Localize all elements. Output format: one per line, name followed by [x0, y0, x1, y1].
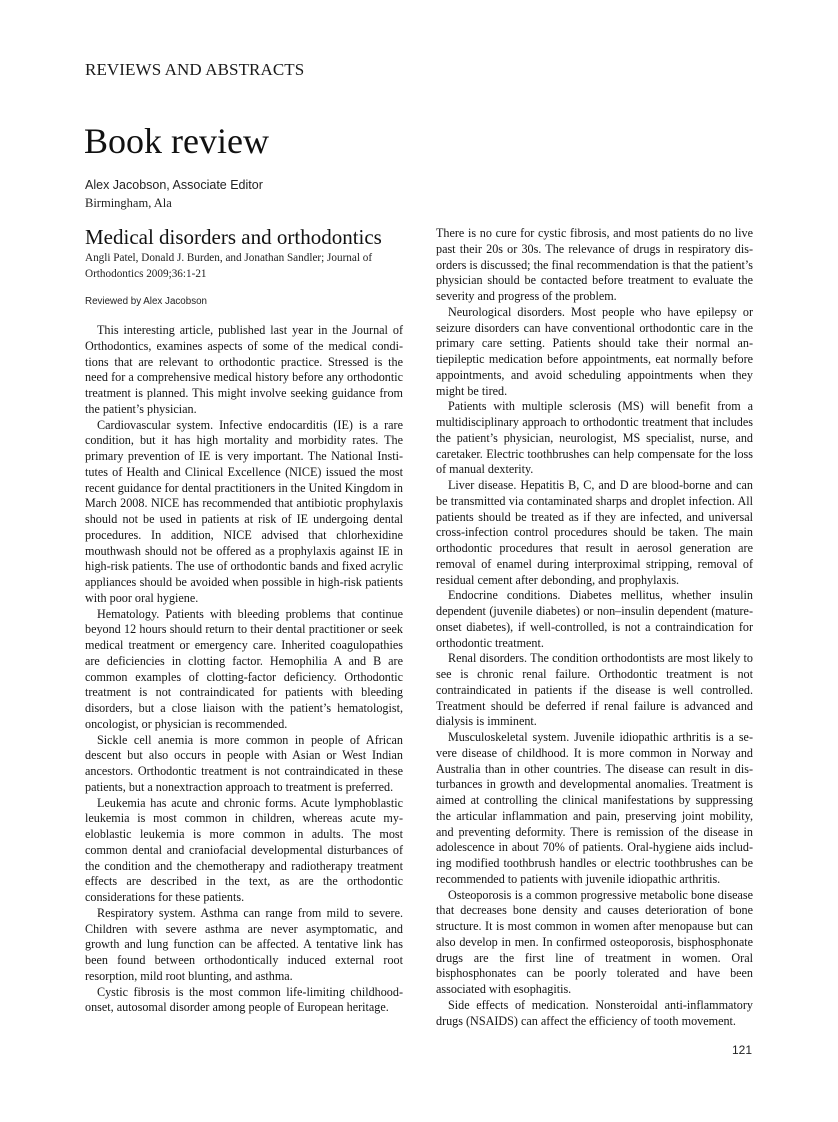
paragraph-respiratory: Respiratory system. Asthma can range from mild to severe. Children with severe asthma are never asymptomatic, and growth and lung function can be affected. A tentative link has been found between orthodontically induced external root resorption, mild root blunting, and asthma.	[85, 905, 403, 983]
right-column	[436, 226, 753, 1029]
paragraph-multiple-sclerosis: Patients with multiple sclerosis (MS) will benefit from a multidisciplinary approach to orthodontic treatment that includes the patient’s physician, neurologist, MS specialist, nurse, and caretaker. Electric toothbrushes can help compensate for the loss of manual dexterity.	[436, 399, 753, 477]
article-citation: Angli Patel, Donald J. Burden, and Jonathan Sandler; Journal of Orthodontics 2009;36:1-21	[85, 252, 373, 280]
section-label: REVIEWS AND ABSTRACTS	[85, 60, 305, 79]
paragraph-cardiovascular: Cardiovascular system. Infective endocarditis (IE) is a rare condition, but it has high mortality and morbidity rates. The primary prevention of IE is very important. The National Institutes of Health and Clinical Excellence (NICE) issued the most recent guidance for dental practitioners in the United Kingdom in March 2008. NICE has recommended that antibiotic prophylaxis should not be used in patients at risk of IE undergoing dental procedures. In addition, NICE advised that chlorhexidine mouthwash should not be offered as a prophylaxis against IE in high-risk patients. The use of orthodontic bands and fixed acrylic appliances should be avoided when possible in high-risk patients with poor oral hygiene.	[85, 417, 403, 605]
page-title: Book review	[84, 121, 269, 161]
left-column	[85, 323, 403, 1016]
paragraph-leukemia: Leukemia has acute and chronic forms. Acute lymphoblastic leukemia is most common in children, whereas acute myeloblastic leukemia is more common in adults. The most common dental and craniofacial developmental disturbances of the condition and the chemotherapy and radiotherapy treatment effects are described in the text, as are the orthodontic considerations for these patients.	[85, 795, 403, 904]
paragraph-intro: This interesting article, published last year in the Journal of Orthodontics, examines aspects of some of the medical conditions that are relevant to orthodontic practice. Stressed is the need for a comprehensive medical history before any orthodontic treatment is planned. This might involve seeking guidance from the patient’s physician.	[85, 323, 403, 416]
paragraph-sickle-cell: Sickle cell anemia is more common in people of African descent but also occurs in people with Asian or West Indian ancestors. Orthodontic treatment is not contraindicated in these patients, but a nonextraction approach to treatment is preferred.	[85, 732, 403, 794]
paragraph-renal: Renal disorders. The condition orthodontists are most likely to see is chronic renal failure. Orthodontic treatment is not contraindicated in patients if the disease is well controlled. Treatment should be deferred if renal failure is advanced and dialysis is imminent.	[436, 651, 753, 729]
paragraph-endocrine: Endocrine conditions. Diabetes mellitus, whether insulin dependent (juvenile diabetes) or non–insulin dependent (mature-onset diabetes), if well-controlled, is not a contraindication for orthodontic treatment.	[436, 588, 753, 650]
paragraph-neurological: Neurological disorders. Most people who have epilepsy or seizure disorders can have conventional orthodontic care in the primary care setting. Patients should take their normal antiepileptic medication before appointments, eat normally before appointments, and avoid scheduling appointments when they might be tired.	[436, 304, 753, 398]
paragraph-cystic-fibrosis: Cystic fibrosis is the most common life-limiting childhood-onset, autosomal disorder among people of European heritage.	[85, 984, 403, 1015]
editor-byline: Alex Jacobson, Associate Editor	[85, 178, 263, 192]
paragraph-liver: Liver disease. Hepatitis B, C, and D are blood-borne and can be transmitted via contaminated sharps and droplet infection. All patients should be treated as if they are infected, and universal cross-infection control procedures should be taken. The main orthodontic procedures that result in aerosol generation are removal of enamel during interproximal stripping, removal of residual cement after debonding, and prophylaxis.	[436, 478, 753, 587]
paragraph-side-effects: Side effects of medication. Nonsteroidal anti-inflammatory drugs (NSAIDS) can affect the efficiency of tooth movement.	[436, 997, 753, 1028]
reviewer-credit: Reviewed by Alex Jacobson	[85, 296, 207, 307]
article-title: Medical disorders and orthodontics	[85, 225, 382, 249]
paragraph-osteoporosis: Osteoporosis is a common progressive metabolic bone disease that decreases bone density and causes deterioration of bone structure. It is most common in women after menopause but can also develop in men. In confirmed osteoporosis, bisphosphonate drugs are the first line of treatment in women. Oral bisphosphonates can be poorly tolerated and have been associated with esophagitis.	[436, 887, 753, 996]
paragraph-musculoskeletal: Musculoskeletal system. Juvenile idiopathic arthritis is a severe disease of childhood. It is more common in Norway and Australia than in other countries. The disease can result in disturbances in growth and developmental anomalies. Treatment is aimed at controlling the clinical manifestations by suppressing the articular inflammation and pain, preserving joint mobility, and preventing deformity. There is remission of the disease in adolescence in about 70% of patients. Oral-hygiene aids including modified toothbrush handles or electric toothbrushes can be recommended to patients with juvenile idiopathic arthritis.	[436, 730, 753, 886]
paragraph-cystic-fibrosis-cont: There is no cure for cystic fibrosis, and most patients do no live past their 20s or 30s. The relevance of drugs in respiratory disorders is discussed; the final recommendation is that the patient’s physician should be contacted before treatment to evaluate the severity and progress of the problem.	[436, 226, 753, 303]
paragraph-hematology: Hematology. Patients with bleeding problems that continue beyond 12 hours should return to their dental practitioner or seek medical treatment or emergency care. Inherited coagulopathies are deficiencies in clotting factor. Hemophilia A and B are common examples of clotting-factor deficiency. Orthodontic treatment is not contraindicated for patients with bleeding disorders, but a close liaison with the patient’s hematologist, oncologist, or physician is recommended.	[85, 606, 403, 731]
page-number: 121	[732, 1043, 753, 1057]
editor-location: Birmingham, Ala	[85, 196, 172, 210]
